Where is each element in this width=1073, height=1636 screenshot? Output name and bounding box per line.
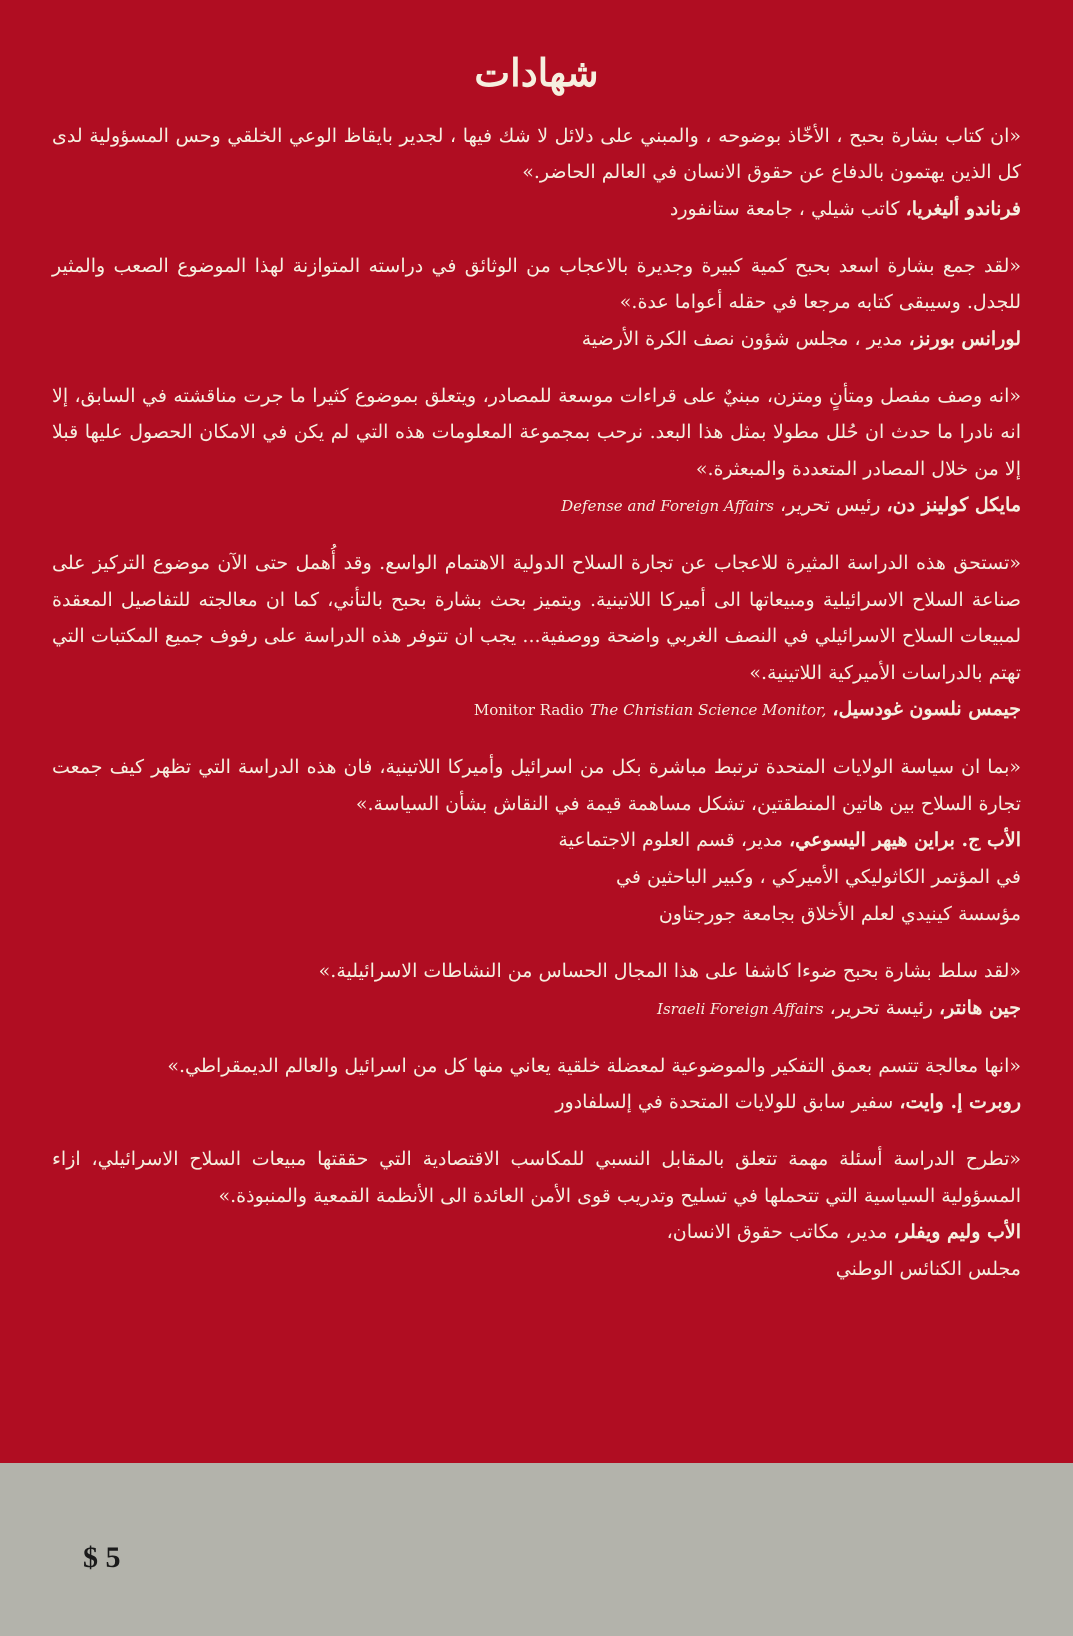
testimonial-quote: «لقد جمع بشارة اسعد بحبح كمية كبيرة وجديرة بالاعجاب من الوثائق في دراسته المتوازنة لهذا الموضوع الصعب والمثير للجدل. وسيبقى كتابه مرجعا في حقله أعواما عدة.» bbox=[52, 254, 1021, 314]
author-name: جيمس نلسون غودسيل، bbox=[832, 698, 1021, 721]
author-role: مدير، مكاتب حقوق الانسان، bbox=[666, 1221, 888, 1244]
page-title: شهادات bbox=[474, 50, 599, 95]
author-name: الأب وليم ويفلر، bbox=[893, 1221, 1021, 1244]
author-role: مدير، قسم العلوم الاجتماعية bbox=[558, 829, 783, 852]
testimonial-attribution bbox=[52, 321, 1021, 358]
author-name: روبرت إ. وايت، bbox=[899, 1091, 1021, 1114]
author-name: جين هانتر، bbox=[938, 996, 1021, 1019]
testimonial-quote: «انه وصف مفصل ومتأنٍ ومتزن، مبنيٌ على قراءات موسعة للمصادر، ويتعلق بموضوع كثيرا ما جرت مناقشته في السابق، إلا انه نادرا ما حدث ان حُلل مطولا بمثل هذا البعد. نرحب بمجموعة المعلومات هذه التي لم يكن في الامكان الحصول عليها قبلا إلا من خلال المصادر المتعددة والمبعثرة.» bbox=[52, 384, 1021, 480]
author-role: سفير سابق للولايات المتحدة في إلسلفادور bbox=[555, 1091, 894, 1114]
author-name: لورانس بورنز، bbox=[908, 327, 1021, 350]
testimonial-quote: «بما ان سياسة الولايات المتحدة ترتبط مباشرة بكل من اسرائيل وأميركا اللاتينية، فان هذه الدراسة التي تظهر كيف جمعت تجارة السلاح بين هاتين المنطقتين، تشكل مساهمة قيمة في النقاش بشأن السياسة.» bbox=[52, 756, 1021, 815]
testimonial-attribution bbox=[52, 1214, 1021, 1288]
publication-name: Israeli Foreign Affairs bbox=[657, 999, 824, 1018]
testimonial-quote: «ان كتاب بشارة بحبح ، الأخّاذ بوضوحه ، والمبني على دلائل لا شك فيها ، لجدير بايقاظ الوعي الخلقي وحس المسؤولية لدى كل الذين يهتمون بالدفاع عن حقوق الانسان في العالم الحاضر.» bbox=[52, 124, 1021, 184]
author-role: مدير ، مجلس شؤون نصف الكرة الأرضية bbox=[581, 327, 903, 350]
author-name: فرناندو أليغريا، bbox=[905, 197, 1021, 220]
publication-name: The Christian Science Monitor, bbox=[589, 701, 827, 720]
testimonial-attribution bbox=[52, 1084, 1021, 1121]
author-role-line: مجلس الكنائس الوطني bbox=[835, 1258, 1021, 1281]
publication-name: Defense and Foreign Affairs bbox=[561, 497, 774, 516]
author-role: رئيس تحرير، bbox=[780, 494, 881, 517]
testimonial-quote: «تستحق هذه الدراسة المثيرة للاعجاب عن تجارة السلاح الدولية الاهتمام الواسع. وقد أُهمل حتى الآن موضوع التركيز على صناعة السلاح الاسرائيلية ومبيعاتها الى أميركا اللاتينية. ويتميز بحث بشارة بحبح بالتأني، كما ان معالجته للتفاصيل المعقدة لمبيعات السلاح الاسرائيلي في النصف الغربي واضحة ووصفية... يجب ان تتوفر هذه الدراسة على رفوف جميع المكتبات التي تهتم بالدراسات الأميركية اللاتينية.» bbox=[52, 552, 1021, 684]
testimonial-quote: «لقد سلط بشارة بحبح ضوءا كاشفا على هذا المجال الحساس من النشاطات الاسرائيلية.» bbox=[318, 960, 1021, 983]
author-role-line: في المؤتمر الكاثوليكي الأميركي ، وكبير الباحثين في bbox=[615, 866, 1021, 889]
price-label: $ 5 bbox=[83, 1541, 121, 1574]
author-name: الأب ج. براين هيهر اليسوعي، bbox=[788, 829, 1021, 852]
testimonial-attribution bbox=[52, 691, 1021, 729]
testimonial-attribution bbox=[52, 822, 1021, 933]
author-role: كاتب شيلي ، جامعة ستانفورد bbox=[669, 197, 900, 220]
testimonial-attribution bbox=[52, 487, 1021, 525]
author-role: رئيسة تحرير، bbox=[829, 996, 933, 1019]
testimonial-attribution bbox=[52, 990, 1021, 1028]
grey-price-band bbox=[0, 1463, 1073, 1636]
testimonial-quote: «انها معالجة تتسم بعمق التفكير والموضوعية لمعضلة خلقية يعاني منها كل من اسرائيل والعالم الديمقراطي.» bbox=[167, 1054, 1021, 1077]
publication-extra: Monitor Radio bbox=[473, 701, 584, 720]
testimonial-attribution bbox=[52, 191, 1021, 228]
testimonial-quote: «تطرح الدراسة أسئلة مهمة تتعلق بالمقابل النسبي للمكاسب الاقتصادية التي حققتها مبيعات السلاح الاسرائيلي، ازاء المسؤولية السياسية التي تتحملها في تسليح وتدريب قوى الأمن العائدة الى الأنظمة القمعية والمنبوذة.» bbox=[52, 1148, 1021, 1207]
author-role-line: مؤسسة كينيدي لعلم الأخلاق بجامعة جورجتاون bbox=[658, 903, 1021, 926]
author-name: مايكل كولينز دن، bbox=[886, 494, 1021, 517]
